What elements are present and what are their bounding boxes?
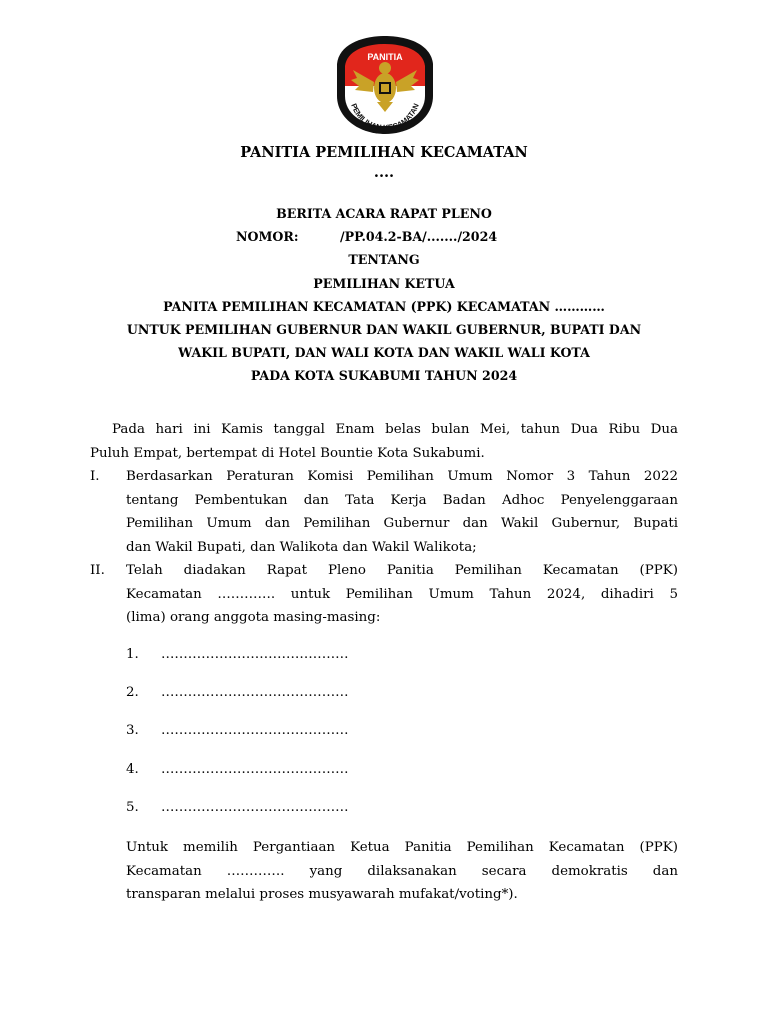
list-item-blank: …………………………………… [161,647,349,662]
list-item-number: 3. [126,723,139,738]
closing-line-3: transparan melalui proses musyawarah mufakat/voting*). [126,887,518,903]
intro-line-1: Pada hari ini Kamis tanggal Enam belas bulan Mei, tahun Dua Ribu Dua [112,422,678,437]
subject-line-4: WAKIL BUPATI, DAN WALI KOTA DAN WAKIL WALI KOTA [178,345,590,360]
list-item-number: 4. [126,762,139,777]
document-heading: BERITA ACARA RAPAT PLENO [276,206,492,221]
list-item-blank: …………………………………… [161,723,349,738]
closing-line-2: Kecamatan …………. yang dilaksanakan secara demokratis dan [126,863,678,879]
point-2-marker: II. [90,563,105,578]
point-1-line-4: dan Wakil Bupati, dan Walikota dan Wakil Walikota; [126,540,477,556]
point-2-line-2: Kecamatan …………. untuk Pemilihan Umum Tahun 2024, dihadiri 5 [126,586,678,602]
list-item-number: 1. [126,647,139,662]
subject-line-3: UNTUK PEMILIHAN GUBERNUR DAN WAKIL GUBERNUR, BUPATI DAN [126,322,642,337]
subject-line-5: PADA KOTA SUKABUMI TAHUN 2024 [250,368,518,383]
subject-line-2: PANITA PEMILIHAN KECAMATAN (PPK) KECAMATAN ………… [163,299,605,314]
nomor-value: /PP.04.2-BA/......./2024 [340,229,498,244]
list-item-number: 2. [126,685,139,700]
tentang-label: TENTANG [348,252,420,267]
logo-text-bottom: PEMILIHAN KECAMATAN [349,102,421,133]
closing-paragraph [126,836,678,907]
list-item-number: 5. [126,800,139,815]
closing-line-1: Untuk memilih Pergantiaan Ketua Panitia Pemilihan Kecamatan (PPK) [126,840,678,855]
list-item-blank: …………………………………… [161,800,349,815]
point-1-line-2: tentang Pembentukan dan Tata Kerja Badan Adhoc Penyelenggaraan [126,492,678,508]
intro-line-2: Puluh Empat, bertempat di Hotel Bountie Kota Sukabumi. [90,445,485,461]
point-1-text [126,465,678,560]
page-title: PANITIA PEMILIHAN KECAMATAN [240,144,528,161]
intro-paragraph [90,418,678,465]
list-item-blank: …………………………………… [161,685,349,700]
point-1-marker: I. [90,469,100,484]
point-2-line-1: Telah diadakan Rapat Pleno Panitia Pemilihan Kecamatan (PPK) [126,563,678,578]
point-2-text [126,559,678,630]
nomor-label: NOMOR: [236,229,299,244]
logo-text-top: PANITIA [367,52,403,62]
kpu-logo [335,34,435,136]
title-placeholder: .... [373,164,395,181]
point-1-line-3: Pemilihan Umum dan Pemilihan Gubernur dan Wakil Gubernur, Bupati [126,516,678,532]
subject-line-1: PEMILIHAN KETUA [313,276,455,291]
point-1-line-1: Berdasarkan Peraturan Komisi Pemilihan Umum Nomor 3 Tahun 2022 [126,469,678,484]
point-2-line-3: (lima) orang anggota masing-masing: [126,610,381,626]
list-item-blank: …………………………………… [161,762,349,777]
